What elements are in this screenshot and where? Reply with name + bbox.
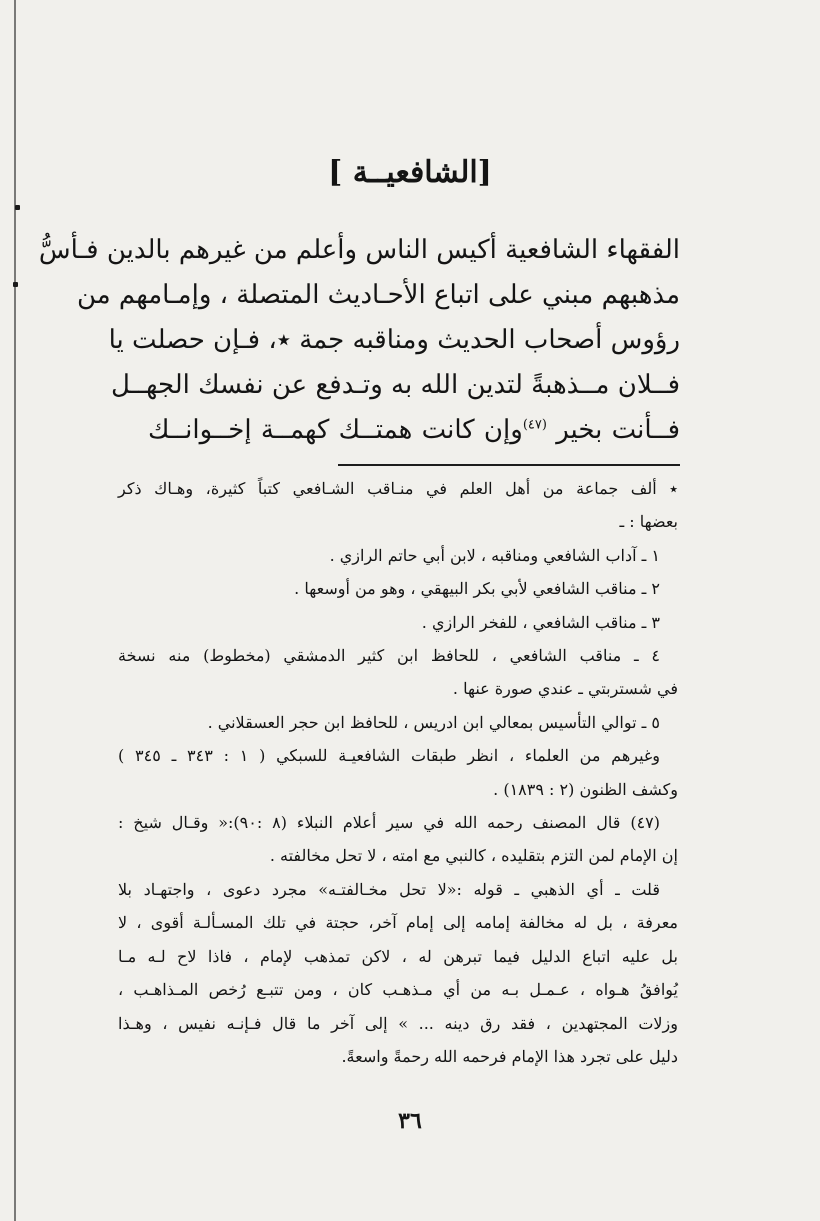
star-note-item: ٢ ـ مناقب الشافعي لأبي بكر البيهقي ، وهو من أوسعها . bbox=[294, 579, 660, 599]
footnote-separator bbox=[338, 464, 680, 466]
main-paragraph bbox=[38, 228, 680, 453]
note-47-line: دليل على تجرد هذا الإمام فرحمه الله رحمةً واسعةً. bbox=[341, 1046, 678, 1066]
star-note-item: ٤ ـ مناقب الشافعي ، للحافظ ابن كثير الدمشقي (مخطوط) منه نسخة bbox=[118, 646, 660, 666]
page-number: ٣٦ bbox=[398, 1108, 422, 1134]
note-47-line: يُوافقُ هـواه ، عـمـل بـه من أي مـذهـب كان ، ومن تتبـع رُخص المـذاهـب ، bbox=[118, 980, 678, 1000]
note-47-line: قلت ـ أي الذهبي ـ قوله :«لا تحل مخـالفتـه» مجرد دعوى ، واجتهـاد بلا bbox=[118, 879, 661, 899]
star-note-item: ٥ ـ توالي التأسيس بمعالي ابن ادريس ، للحافظ ابن حجر العسقلاني . bbox=[207, 712, 660, 732]
note-47-line: معرفة ، بل له مخالفة إمامه إلى إمام آخر، حجتة في تلك المسـألـة أقوى ، لا bbox=[118, 913, 678, 933]
note-47-line: وزلات المجتهدين ، فقد رق دينه ... » إلى آخر ما قال فـإنـه نفيس ، وهـذا bbox=[118, 1013, 678, 1033]
scan-speck bbox=[15, 205, 20, 210]
scan-speck bbox=[13, 282, 18, 287]
note-47-line: إن الإمام لمن التزم بتقليده ، كالنبي مع امته ، لا تحل مخالفته . bbox=[269, 846, 678, 866]
footnote-ref-47[interactable]: (٤٧) bbox=[522, 417, 547, 433]
footnotes-section bbox=[118, 472, 678, 1073]
note-47-line: بل عليه اتباع الدليل فيما تبرهن له ، لاكن تمذهب لإمام ، فاذا لاح لـه مـا bbox=[118, 946, 678, 966]
main-line-segment: فــأنت بخير bbox=[556, 415, 680, 445]
star-note-item: ١ ـ آداب الشافعي ومناقبه ، لابن أبي حاتم الرازي . bbox=[329, 545, 660, 565]
note-47-line: (٤٧) قال المصنف رحمه الله في سير أعلام النبلاء (٨ :٩٠):« وقـال شيخ : bbox=[118, 813, 661, 833]
main-line: الفقهاء الشافعية أكيس الناس وأعلم من غيرهم بالدين فـأسُّ bbox=[38, 235, 680, 265]
star-note-intro-end: بعضها : ـ bbox=[619, 512, 678, 532]
main-line: فــلان مــذهبةً لتدين الله به وتـدفع عن نفسك الجهــل bbox=[111, 370, 680, 400]
star-note-intro: ٭ ألف جماعة من أهل العلم في منـاقب الشـافعي كتباً كثيرة، وهـاك ذكر bbox=[118, 479, 678, 498]
main-line bbox=[148, 408, 680, 453]
main-line: مذهبهم مبني على اتباع الأحـاديث المتصلة ، وإمـامهم من bbox=[76, 280, 680, 310]
star-note-item: ٣ ـ مناقب الشافعي ، للفخر الرازي . bbox=[421, 612, 660, 632]
main-line-segment: وإن كانت همتــك كهمــة إخــوانــك bbox=[148, 415, 523, 445]
star-note-others-end: وكشف الظنون (٢ : ١٨٣٩) . bbox=[493, 779, 678, 799]
star-note-others: وغيرهم من العلماء ، انظر طبقات الشافعيـة للسبكي ( ١ : ٣٤٣ ـ ٣٤٥ ) bbox=[118, 746, 660, 766]
star-note-item-cont: في شستربتي ـ عندي صورة عنها . bbox=[452, 679, 678, 699]
section-title: [الشافعيــة ] bbox=[328, 155, 492, 190]
main-line: رؤوس أصحاب الحديث ومناقبه جمة ٭، فـإن حصلت يا bbox=[108, 325, 680, 355]
